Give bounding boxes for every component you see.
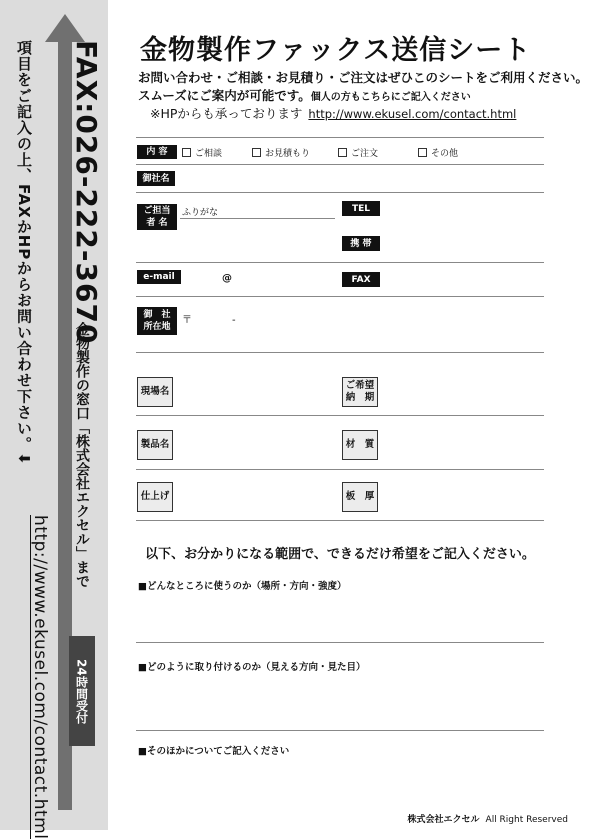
- sidebar-url-link[interactable]: http://www.ekusel.com/contact.html: [30, 515, 50, 839]
- checkbox-estimate[interactable]: [252, 146, 310, 159]
- checkbox-square[interactable]: [338, 148, 347, 157]
- intro-line-2-small: 個人の方もこちらにご記入ください: [310, 92, 471, 103]
- contact-url-link[interactable]: http://www.ekusel.com/contact.html: [308, 107, 517, 121]
- label-material: 材 質: [342, 430, 378, 460]
- question-usage: ■どんなところに使うのか（場所・方向・強度）: [138, 581, 347, 592]
- checkbox-square[interactable]: [252, 148, 261, 157]
- divider: [136, 730, 544, 731]
- label-contact-person: ご担当 者 名: [137, 204, 177, 230]
- postal-code[interactable]: 〒 -: [182, 315, 236, 326]
- fill-instruction: 以下、お分かりになる範囲で、できるだけ希望をご記入ください。: [145, 547, 535, 562]
- furigana-line[interactable]: [180, 218, 335, 219]
- intro-line-1: お問い合わせ・ご相談・お見積り・ご注文はぜひこのシートをご利用ください。: [138, 70, 589, 85]
- checkbox-label: その他: [431, 149, 459, 159]
- footer-rights: All Right Reserved: [485, 815, 568, 825]
- label-company-name: 御社名: [137, 171, 175, 186]
- divider: [136, 520, 544, 521]
- checkbox-label: お見積もり: [265, 149, 311, 159]
- checkbox-label: ご注文: [351, 149, 379, 159]
- furigana-label: ふりがな: [182, 208, 219, 218]
- footer-company: 株式会社エクセル: [407, 815, 480, 825]
- divider: [136, 137, 544, 138]
- divider: [136, 642, 544, 643]
- intro-line-3-text: ※HPからも承っております: [150, 106, 303, 121]
- question-mounting: ■どのように取り付けるのか（見える方向・見た目）: [138, 662, 366, 673]
- checkbox-other[interactable]: [418, 146, 458, 159]
- divider: [136, 469, 544, 470]
- divider: [136, 296, 544, 297]
- intro-line-3: [150, 104, 516, 122]
- question-other: ■そのほかについてご記入ください: [138, 746, 290, 757]
- label-email: e-mail: [137, 270, 181, 284]
- footer-copyright: [408, 812, 568, 825]
- checkbox-consult[interactable]: [182, 146, 222, 159]
- label-product-name: 製品名: [137, 430, 173, 460]
- checkbox-label: ご相談: [195, 149, 223, 159]
- label-tel: TEL: [342, 201, 380, 216]
- label-fax: FAX: [342, 272, 380, 287]
- label-delivery-date: ご希望 納 期: [342, 377, 378, 407]
- label-naiyou: 内 容: [137, 145, 177, 159]
- checkbox-order[interactable]: [338, 146, 378, 159]
- intro-line-2-main: スムーズにご案内が可能です。: [138, 88, 311, 103]
- label-address: 御 社 所在地: [137, 307, 177, 335]
- intro-line-2: [138, 86, 471, 104]
- divider: [136, 352, 544, 353]
- label-finish: 仕上げ: [137, 482, 173, 512]
- company-vertical-text: 金物製作の窓口「株式会社エクセル」まで: [74, 322, 90, 588]
- label-site-name: 現場名: [137, 377, 173, 407]
- 24h-badge-label: 24時間受付: [74, 658, 89, 724]
- checkbox-square[interactable]: [182, 148, 191, 157]
- email-at: @: [222, 273, 232, 284]
- divider: [136, 415, 544, 416]
- divider: [136, 192, 544, 193]
- divider: [136, 262, 544, 263]
- checkbox-square[interactable]: [418, 148, 427, 157]
- label-mobile: 携 帯: [342, 236, 380, 251]
- page-title: 金物製作ファックス送信シート: [140, 35, 532, 66]
- label-thickness: 板 厚: [342, 482, 378, 512]
- sidebar-instruction: 項目をご記入の上、FAXかHPからお問い合わせ下さい。⬇: [15, 40, 33, 466]
- up-arrow-icon: [45, 14, 85, 42]
- fax-number: FAX:026-222-3670: [70, 40, 103, 345]
- 24h-badge: [69, 636, 95, 746]
- divider: [136, 164, 544, 165]
